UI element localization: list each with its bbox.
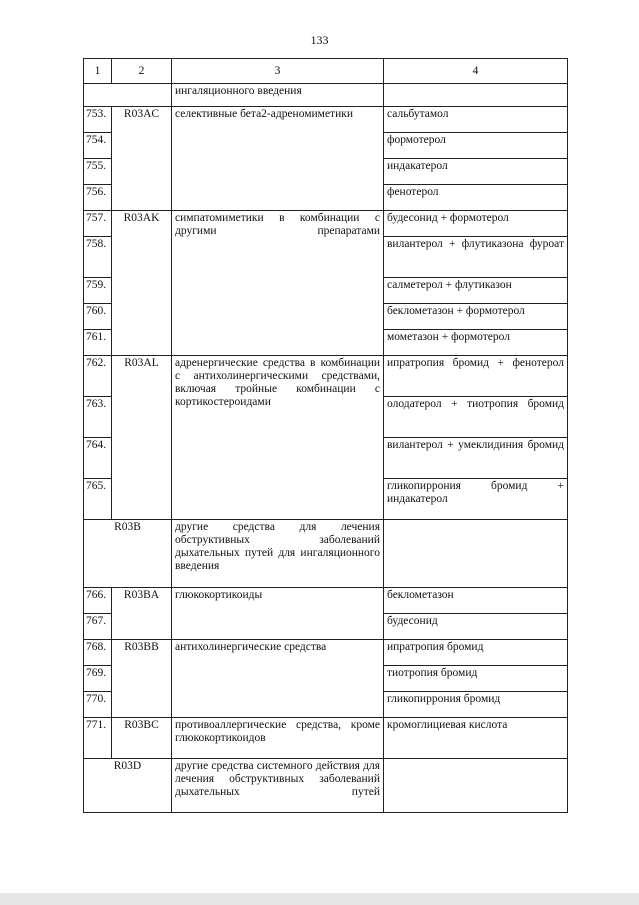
table-row [84,356,568,397]
atc-code-cell: R03BB [112,640,172,718]
table-row [84,759,568,813]
row-number: 759. [84,278,112,304]
scan-bottom-edge [0,893,639,905]
group-cell: ингаляционного введения [172,84,384,107]
group-cell: адренергические средства в комбинации с антихолинергическими средствами, включая тройные комбинации с кортикостероидами [172,356,384,520]
drug-cell: будесонид + формотерол [384,211,568,237]
row-number: 769. [84,666,112,692]
atc-code-cell: R03AK [112,211,172,356]
table-row [84,211,568,237]
drug-cell: ипратропия бромид [384,640,568,666]
row-number: 756. [84,185,112,211]
table-row [84,718,568,759]
empty-cell [84,84,172,107]
drug-cell: будесонид [384,614,568,640]
empty-cell [384,84,568,107]
drug-cell: гликопиррония бромид [384,692,568,718]
drug-cell: ипратропия бромид + фенотерол [384,356,568,397]
row-number: 755. [84,159,112,185]
group-cell: другие средства для лечения обструктивных заболеваний дыхательных путей для ингаляционного введения [172,520,384,588]
row-number: 763. [84,397,112,438]
column-header-3: 3 [172,59,384,84]
row-number: 761. [84,330,112,356]
group-cell: антихолинергические средства [172,640,384,718]
row-number: 758. [84,237,112,278]
drug-cell: формотерол [384,133,568,159]
row-number: 771. [84,718,112,759]
column-header-1: 1 [84,59,112,84]
group-cell: противоаллергические средства, кроме глюкокортикоидов [172,718,384,759]
group-cell: селективные бета2-адреномиметики [172,107,384,211]
drug-cell: вилантерол + флутиказона фуроат [384,237,568,278]
table-row [84,520,568,588]
row-number: 770. [84,692,112,718]
drug-cell: кромоглициевая кислота [384,718,568,759]
empty-cell [384,520,568,588]
row-number: 754. [84,133,112,159]
row-number: 757. [84,211,112,237]
row-number: 767. [84,614,112,640]
table-row [84,107,568,133]
drug-cell: фенотерол [384,185,568,211]
atc-code-cell: R03B [84,520,172,588]
atc-code-cell: R03AL [112,356,172,520]
row-number: 760. [84,304,112,330]
drug-cell: беклометазон [384,588,568,614]
atc-code-cell: R03D [84,759,172,813]
atc-code-cell: R03AC [112,107,172,211]
table-header-row [84,59,568,84]
row-number: 753. [84,107,112,133]
drug-table [83,58,568,813]
atc-code-cell: R03BC [112,718,172,759]
atc-code-cell: R03BA [112,588,172,640]
row-number: 768. [84,640,112,666]
drug-cell: вилантерол + умеклидиния бромид [384,438,568,479]
drug-cell: индакатерол [384,159,568,185]
drug-cell: сальбутамол [384,107,568,133]
page-number: 133 [310,33,329,47]
group-cell: симпатомиметики в комбинации с другими препаратами [172,211,384,356]
drug-cell: олодатерол + тиотропия бромид [384,397,568,438]
table-row [84,640,568,666]
table-row [84,84,568,107]
drug-cell: беклометазон + формотерол [384,304,568,330]
drug-cell: тиотропия бромид [384,666,568,692]
drug-cell: салметерол + флутиказон [384,278,568,304]
column-header-4: 4 [384,59,568,84]
group-cell: глюкокортикоиды [172,588,384,640]
group-cell: другие средства системного действия для лечения обструктивных заболеваний дыхательных путей [172,759,384,813]
drug-cell: гликопиррония бромид + индакатерол [384,479,568,520]
column-header-2: 2 [112,59,172,84]
table-row [84,588,568,614]
empty-cell [384,759,568,813]
row-number: 764. [84,438,112,479]
row-number: 762. [84,356,112,397]
drug-cell: мометазон + формотерол [384,330,568,356]
row-number: 766. [84,588,112,614]
row-number: 765. [84,479,112,520]
